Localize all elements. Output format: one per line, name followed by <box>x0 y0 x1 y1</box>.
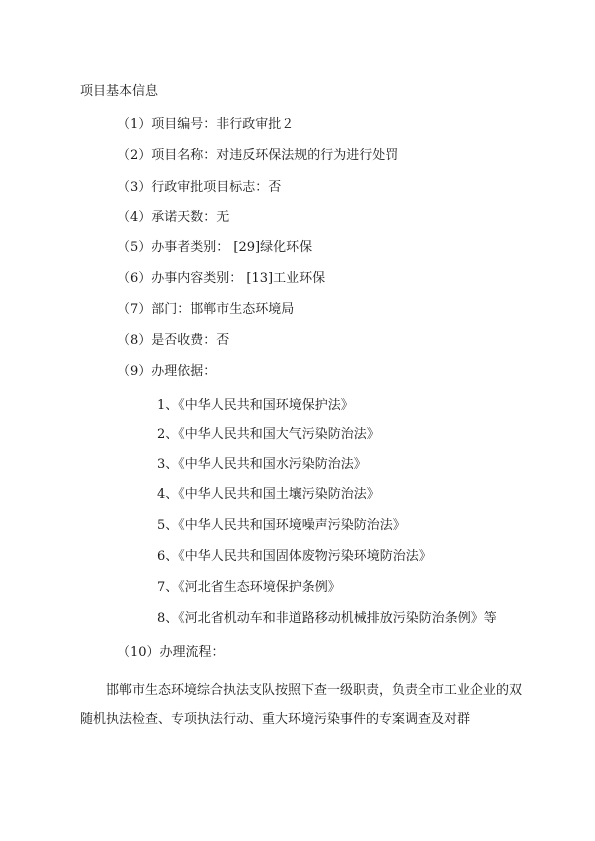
section-title: 项目基本信息 <box>80 84 159 99</box>
item-department: （7）部门：邯郸市生态环境局 <box>117 302 295 317</box>
basis-item: 8、《河北省机动车和非道路移动机械排放污染防治条例》等 <box>157 611 497 626</box>
process-paragraph: 邯郸市生态环境综合执法支队按照下查一级职责，负责全市工业企业的双随机执法检查、专项执法行动、重大环境污染事件的专案调查及对群 <box>80 683 523 727</box>
item-project-name: （2）项目名称：对违反环保法规的行为进行处罚 <box>117 148 399 163</box>
item-applicant-type: （5）办事者类别： [29]绿化环保 <box>117 240 313 255</box>
process-title: （10）办理流程： <box>117 645 225 660</box>
basis-item: 2、《中华人民共和国大气污染防治法》 <box>157 427 380 442</box>
item-promised-days: （4）承诺天数：无 <box>117 210 230 225</box>
basis-item: 3、《中华人民共和国水污染防治法》 <box>157 457 367 472</box>
basis-item: 1、《中华人民共和国环境保护法》 <box>157 398 354 413</box>
item-content-type: （6）办事内容类别： [13]工业环保 <box>117 271 326 286</box>
basis-item: 5、《中华人民共和国环境噪声污染防治法》 <box>157 518 406 533</box>
basis-item: 6、《中华人民共和国固体废物污染环境防治法》 <box>157 549 432 564</box>
item-approval-flag: （3）行政审批项目标志：否 <box>117 180 282 195</box>
basis-item: 7、《河北省生态环境保护条例》 <box>157 580 341 595</box>
item-project-number: （1）项目编号：非行政审批２ <box>117 117 295 132</box>
item-fee: （8）是否收费：否 <box>117 333 230 348</box>
basis-item: 4、《中华人民共和国土壤污染防治法》 <box>157 487 380 502</box>
item-legal-basis: （9）办理依据： <box>117 364 217 379</box>
